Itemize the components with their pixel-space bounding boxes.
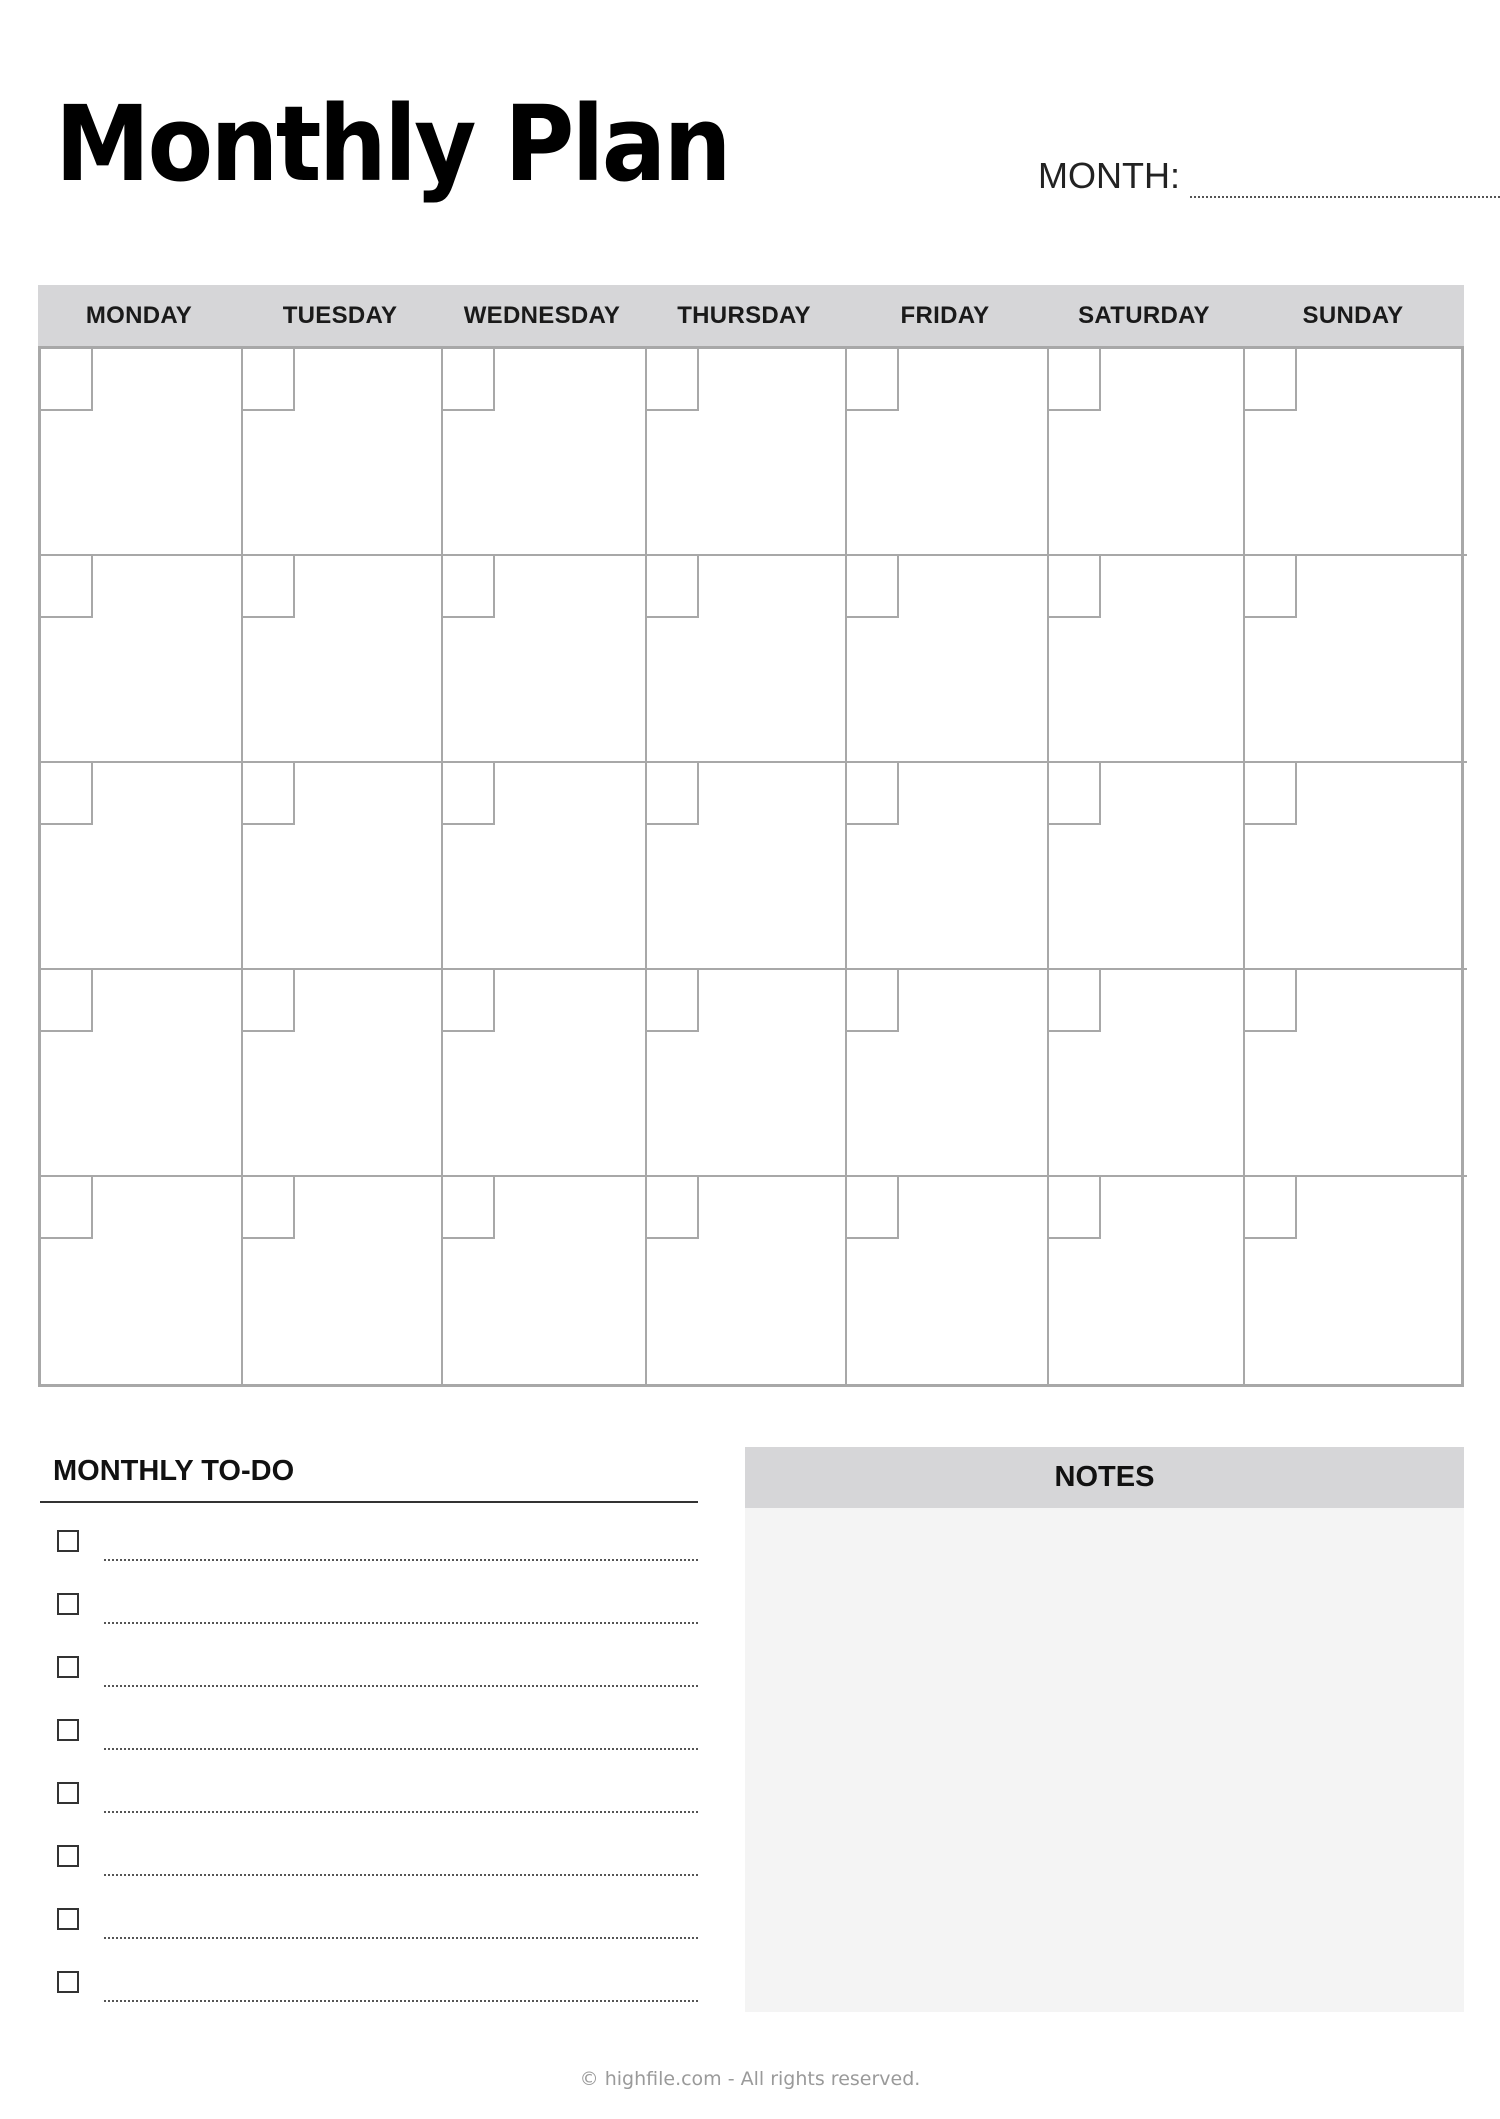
todo-item bbox=[40, 1503, 698, 1566]
todo-item bbox=[40, 1692, 698, 1755]
todo-item bbox=[40, 1881, 698, 1944]
todo-checkbox[interactable] bbox=[57, 1719, 79, 1741]
todo-checkbox[interactable] bbox=[57, 1593, 79, 1615]
day-header-saturday: SATURDAY bbox=[1078, 301, 1210, 329]
day-header-thursday: THURSDAY bbox=[677, 301, 811, 329]
day-header-tuesday: TUESDAY bbox=[282, 301, 398, 329]
calendar-header bbox=[38, 285, 1464, 346]
date-number-box[interactable] bbox=[443, 349, 495, 411]
date-number-box[interactable] bbox=[1245, 763, 1297, 825]
page-title: Monthly Plan bbox=[55, 83, 729, 205]
date-number-box[interactable] bbox=[647, 349, 699, 411]
date-number-box[interactable] bbox=[1245, 349, 1297, 411]
day-cell[interactable] bbox=[1049, 1177, 1245, 1384]
notes-title: NOTES bbox=[745, 1447, 1464, 1508]
day-cell[interactable] bbox=[647, 556, 847, 763]
todo-write-line[interactable] bbox=[104, 1937, 698, 1939]
date-number-box[interactable] bbox=[647, 970, 699, 1032]
day-cell[interactable] bbox=[41, 1177, 243, 1384]
todo-checkbox[interactable] bbox=[57, 1845, 79, 1867]
day-cell[interactable] bbox=[847, 556, 1049, 763]
day-cell[interactable] bbox=[647, 763, 847, 970]
date-number-box[interactable] bbox=[847, 349, 899, 411]
date-number-box[interactable] bbox=[1049, 763, 1101, 825]
date-number-box[interactable] bbox=[443, 970, 495, 1032]
day-cell[interactable] bbox=[1245, 556, 1467, 763]
todo-checkbox[interactable] bbox=[57, 1908, 79, 1930]
todo-write-line[interactable] bbox=[104, 2000, 698, 2002]
date-number-box[interactable] bbox=[1049, 970, 1101, 1032]
day-cell[interactable] bbox=[1245, 763, 1467, 970]
date-number-box[interactable] bbox=[647, 1177, 699, 1239]
day-header-wednesday: WEDNESDAY bbox=[463, 301, 621, 329]
date-number-box[interactable] bbox=[1245, 970, 1297, 1032]
day-cell[interactable] bbox=[1245, 970, 1467, 1177]
day-cell[interactable] bbox=[847, 970, 1049, 1177]
day-cell[interactable] bbox=[1049, 763, 1245, 970]
day-header-friday: FRIDAY bbox=[900, 301, 990, 329]
date-number-box[interactable] bbox=[41, 556, 93, 618]
day-header-sunday: SUNDAY bbox=[1302, 301, 1404, 329]
date-number-box[interactable] bbox=[41, 1177, 93, 1239]
date-number-box[interactable] bbox=[847, 970, 899, 1032]
todo-write-line[interactable] bbox=[104, 1622, 698, 1624]
day-cell[interactable] bbox=[1049, 556, 1245, 763]
day-cell[interactable] bbox=[443, 970, 647, 1177]
todo-write-line[interactable] bbox=[104, 1811, 698, 1813]
todo-item bbox=[40, 1755, 698, 1818]
calendar-grid bbox=[38, 346, 1464, 1387]
calendar bbox=[38, 285, 1464, 1387]
date-number-box[interactable] bbox=[443, 1177, 495, 1239]
date-number-box[interactable] bbox=[443, 763, 495, 825]
day-cell[interactable] bbox=[647, 1177, 847, 1384]
day-cell[interactable] bbox=[647, 349, 847, 556]
day-header-monday: MONDAY bbox=[85, 301, 193, 329]
todo-title: MONTHLY TO-DO bbox=[40, 1445, 698, 1503]
date-number-box[interactable] bbox=[1049, 1177, 1101, 1239]
day-cell[interactable] bbox=[443, 763, 647, 970]
day-cell[interactable] bbox=[243, 970, 443, 1177]
date-number-box[interactable] bbox=[41, 763, 93, 825]
day-cell[interactable] bbox=[1245, 349, 1467, 556]
day-cell[interactable] bbox=[443, 556, 647, 763]
date-number-box[interactable] bbox=[243, 349, 295, 411]
date-number-box[interactable] bbox=[243, 970, 295, 1032]
date-number-box[interactable] bbox=[1049, 349, 1101, 411]
date-number-box[interactable] bbox=[1049, 556, 1101, 618]
day-cell[interactable] bbox=[647, 970, 847, 1177]
todo-write-line[interactable] bbox=[104, 1748, 698, 1750]
month-label: MONTH: bbox=[1038, 155, 1180, 196]
date-number-box[interactable] bbox=[443, 556, 495, 618]
monthly-todo bbox=[40, 1445, 698, 2007]
date-number-box[interactable] bbox=[41, 349, 93, 411]
day-cell[interactable] bbox=[41, 349, 243, 556]
day-cell[interactable] bbox=[41, 763, 243, 970]
date-number-box[interactable] bbox=[1245, 556, 1297, 618]
footer-copyright: © highfile.com - All rights reserved. bbox=[579, 2068, 921, 2090]
day-cell[interactable] bbox=[847, 1177, 1049, 1384]
month-field[interactable] bbox=[1038, 155, 1462, 202]
todo-checkbox[interactable] bbox=[57, 1971, 79, 1993]
date-number-box[interactable] bbox=[243, 763, 295, 825]
todo-item bbox=[40, 1566, 698, 1629]
date-number-box[interactable] bbox=[847, 763, 899, 825]
todo-item bbox=[40, 1818, 698, 1881]
day-cell[interactable] bbox=[243, 1177, 443, 1384]
date-number-box[interactable] bbox=[847, 1177, 899, 1239]
todo-write-line[interactable] bbox=[104, 1559, 698, 1561]
todo-checkbox[interactable] bbox=[57, 1656, 79, 1678]
day-cell[interactable] bbox=[443, 349, 647, 556]
day-cell[interactable] bbox=[847, 349, 1049, 556]
todo-checkbox[interactable] bbox=[57, 1782, 79, 1804]
date-number-box[interactable] bbox=[1245, 1177, 1297, 1239]
todo-item bbox=[40, 1944, 698, 2007]
day-cell[interactable] bbox=[847, 763, 1049, 970]
date-number-box[interactable] bbox=[847, 556, 899, 618]
day-cell[interactable] bbox=[1049, 349, 1245, 556]
notes-area[interactable] bbox=[745, 1508, 1464, 2012]
day-cell[interactable] bbox=[41, 970, 243, 1177]
day-cell[interactable] bbox=[243, 763, 443, 970]
date-number-box[interactable] bbox=[243, 1177, 295, 1239]
todo-write-line[interactable] bbox=[104, 1874, 698, 1876]
todo-checkbox[interactable] bbox=[57, 1530, 79, 1552]
date-number-box[interactable] bbox=[41, 970, 93, 1032]
day-cell[interactable] bbox=[243, 556, 443, 763]
month-input-line[interactable] bbox=[1190, 196, 1500, 198]
day-cell[interactable] bbox=[1245, 1177, 1467, 1384]
date-number-box[interactable] bbox=[243, 556, 295, 618]
day-cell[interactable] bbox=[243, 349, 443, 556]
day-cell[interactable] bbox=[1049, 970, 1245, 1177]
todo-list bbox=[40, 1503, 698, 2007]
date-number-box[interactable] bbox=[647, 763, 699, 825]
notes-panel bbox=[745, 1447, 1464, 2012]
date-number-box[interactable] bbox=[647, 556, 699, 618]
day-cell[interactable] bbox=[41, 556, 243, 763]
todo-item bbox=[40, 1629, 698, 1692]
day-cell[interactable] bbox=[443, 1177, 647, 1384]
todo-write-line[interactable] bbox=[104, 1685, 698, 1687]
